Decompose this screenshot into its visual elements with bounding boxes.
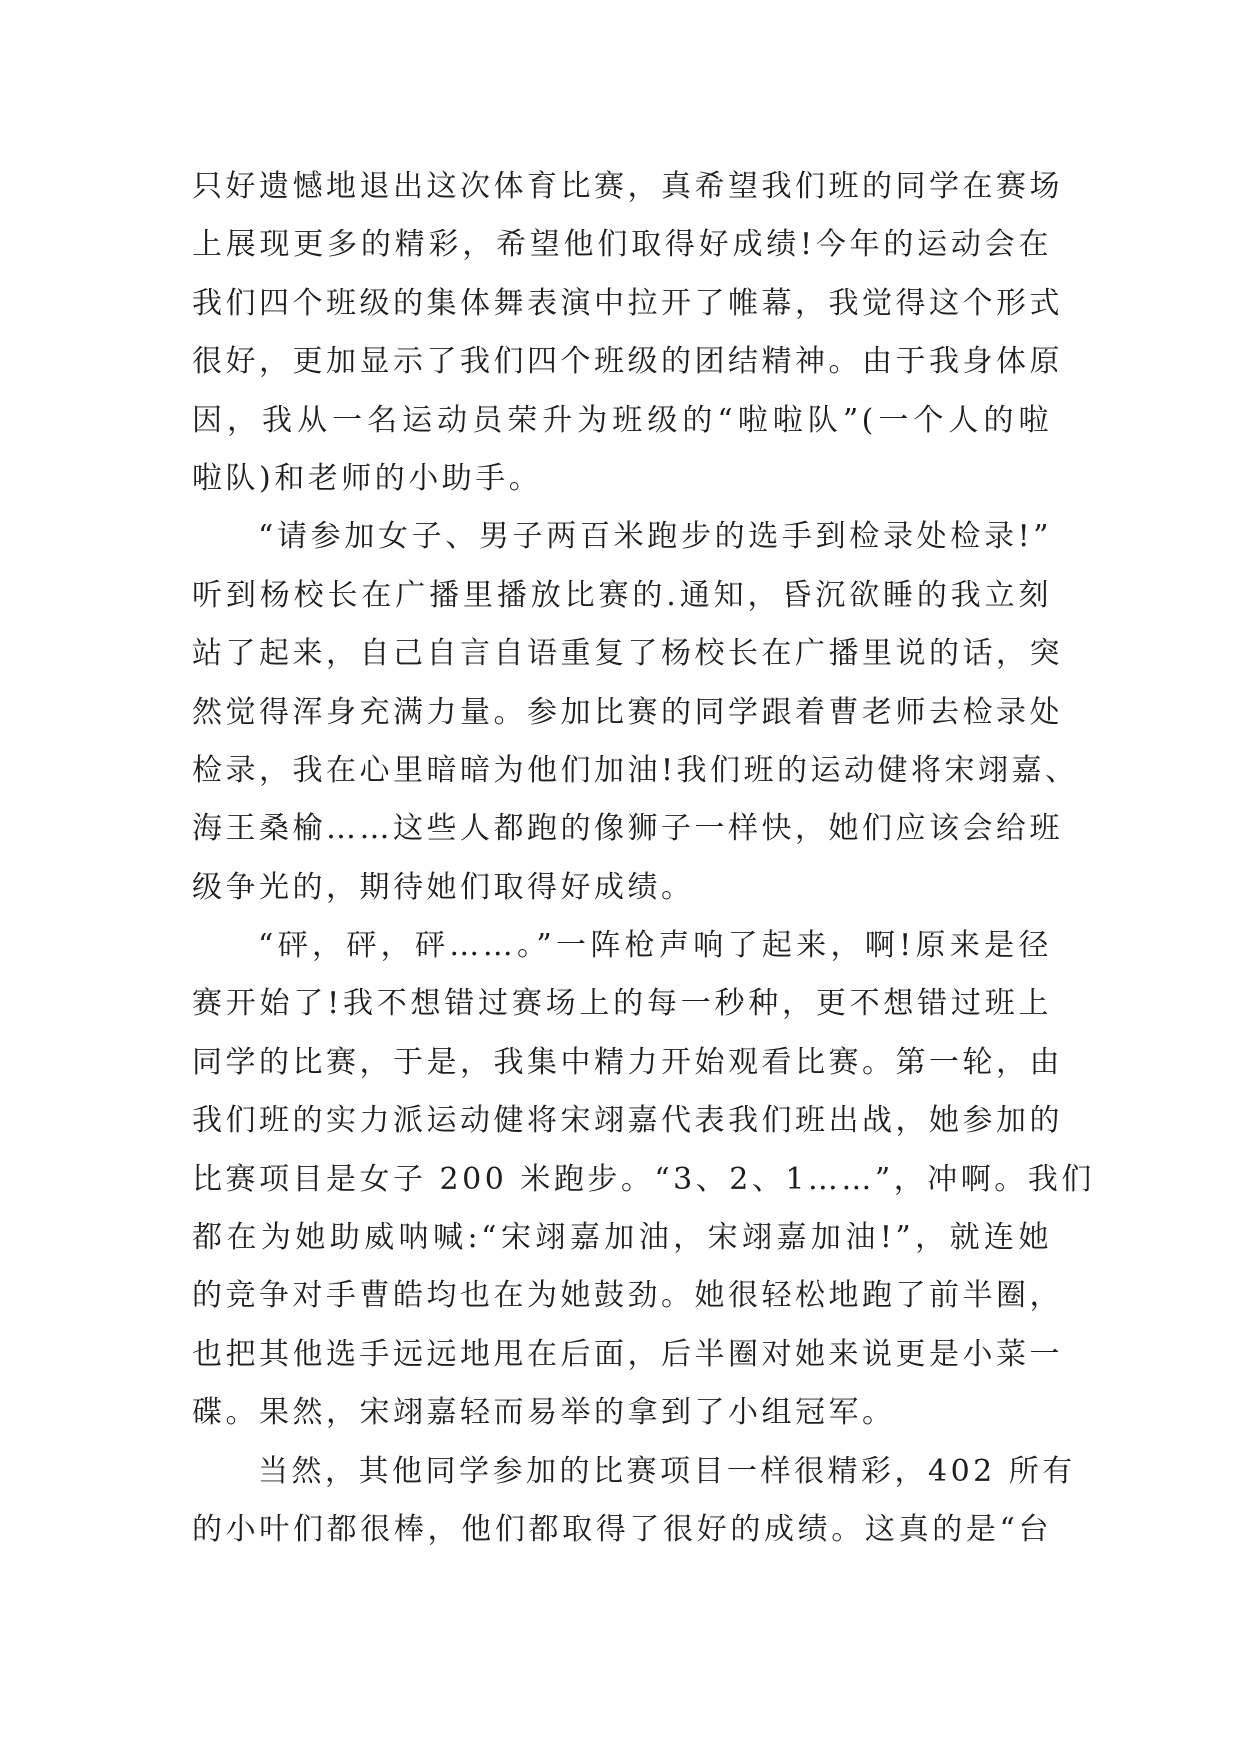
text-line: 上展现更多的精彩，希望他们取得好成绩!今年的运动会在 — [192, 227, 1052, 263]
text-line: 同学的比赛，于是，我集中精力开始观看比赛。第一轮，由 — [192, 1044, 1063, 1080]
text-line: 也把其他选手远远地甩在后面，后半圈对她来说更是小菜一 — [192, 1336, 1063, 1372]
text-line: 当然，其他同学参加的比赛项目一样很精彩，402 所有 — [258, 1453, 1076, 1489]
text-line: 啦队)和老师的小助手。 — [192, 460, 543, 496]
text-line: 的竞争对手曹皓均也在为她鼓劲。她很轻松地跑了前半圈， — [192, 1278, 1063, 1314]
text-line: 只好遗憾地退出这次体育比赛，真希望我们班的同学在赛场 — [192, 169, 1063, 204]
text-line: 都在为她助威呐喊:“宋翊嘉加油，宋翊嘉加油!”，就连她 — [192, 1220, 1052, 1256]
text-line: 海王桑榆……这些人都跑的像狮子一样快，她们应该会给班 — [192, 811, 1063, 847]
text-line: 比赛项目是女子 200 米跑步。“3、2、1……”，冲啊。我们 — [192, 1161, 1095, 1197]
text-line: “请参加女子、男子两百米跑步的选手到检录处检录!” — [258, 519, 1052, 555]
text-line: 听到杨校长在广播里播放比赛的.通知，昏沉欲睡的我立刻 — [192, 577, 1052, 613]
text-line: 的小叶们都很棒，他们都取得了很好的成绩。这真的是“台 — [192, 1511, 1052, 1547]
text-line: 很好，更加显示了我们四个班级的团结精神。由于我身体原 — [192, 344, 1063, 380]
text-line: 碟。果然，宋翊嘉轻而易举的拿到了小组冠军。 — [192, 1395, 896, 1431]
text-line: 级争光的，期待她们取得好成绩。 — [192, 869, 695, 905]
text-line: 站了起来，自己自言自语重复了杨校长在广播里说的话，突 — [192, 636, 1063, 672]
text-line: 我们四个班级的集体舞表演中拉开了帷幕，我觉得这个形式 — [192, 285, 1063, 321]
document-body — [192, 158, 1095, 1559]
text-line: 然觉得浑身充满力量。参加比赛的同学跟着曹老师去检录处 — [192, 694, 1063, 730]
text-line: “砰，砰，砰……。”一阵枪声响了起来，啊!原来是径 — [258, 928, 1052, 964]
text-line: 我们班的实力派运动健将宋翊嘉代表我们班出战，她参加的 — [192, 1103, 1063, 1139]
text-line: 因，我从一名运动员荣升为班级的“啦啦队”(一个人的啦 — [192, 402, 1052, 438]
text-line: 赛开始了!我不想错过赛场上的每一秒种，更不想错过班上 — [192, 986, 1052, 1022]
text-line: 检录，我在心里暗暗为他们加油!我们班的运动健将宋翊嘉、 — [192, 752, 1079, 788]
